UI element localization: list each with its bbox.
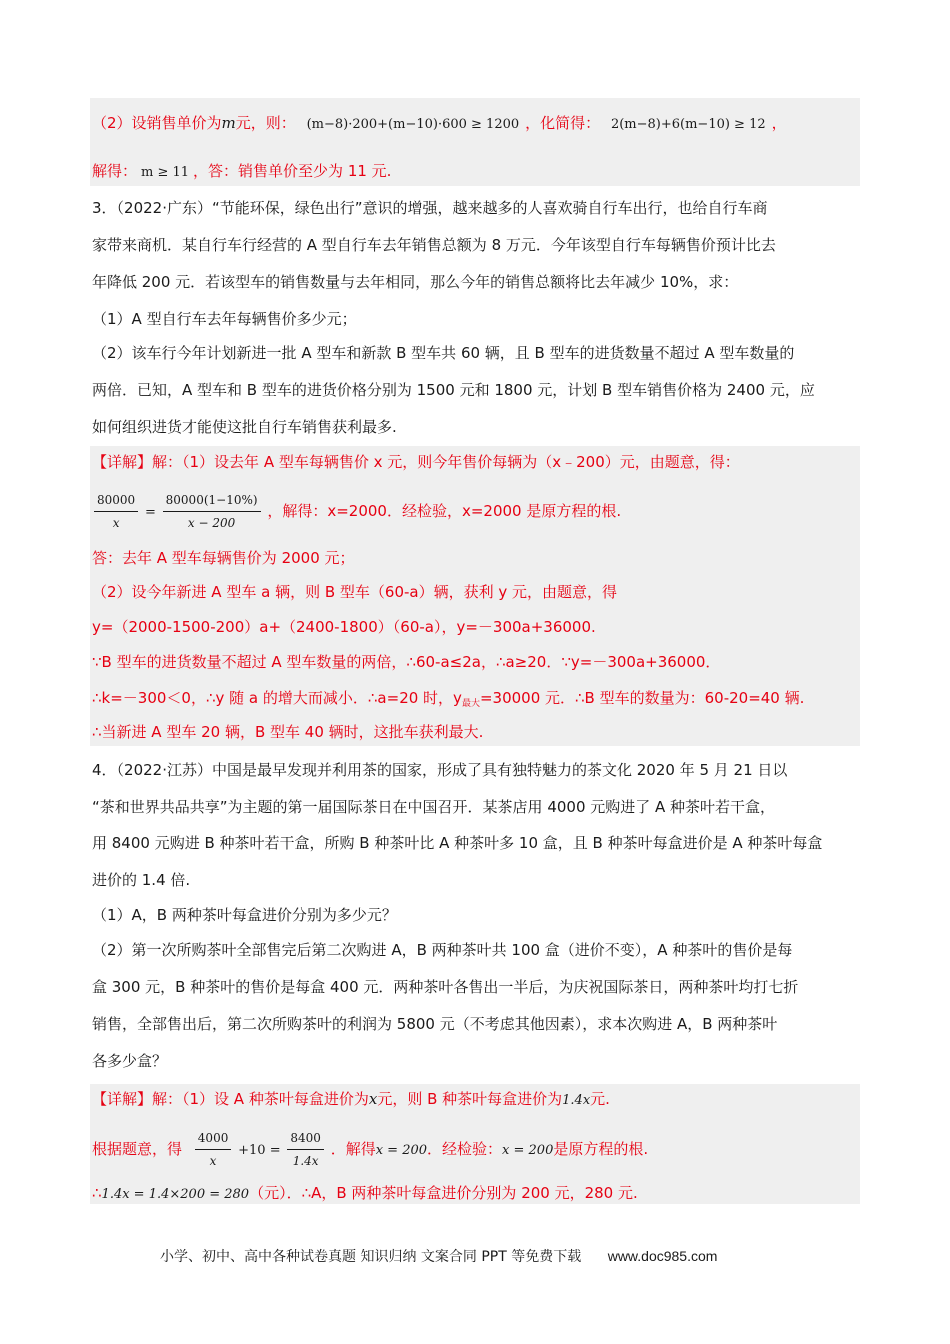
q3-line-3: 年降低 200 元．若该型车的销售数量与去年相同，那么今年的销售总额将比去年减少 10%，求： xyxy=(92,273,739,291)
q4-line-9: 各多少盒？ xyxy=(92,1052,168,1070)
a4-fraction-right: $\frac{8400}{1.4x}$ xyxy=(287,1128,324,1171)
a3-line-1: 【详解】解：（1）设去年 A 型车每辆售价 x 元，则今年售价每辆为（x﹣200）元，由题意，得： xyxy=(92,453,740,471)
q4-line-5: （1）A，B 两种茶叶每盒进价分别为多少元？ xyxy=(92,906,397,924)
q4-line-1: 4．（2022·江苏）中国是最早发现并利用茶的国家，形成了具有独特魅力的茶文化 2020 年 5 月 21 日以 xyxy=(92,761,788,779)
q4-line-3: 用 8400 元购进 B 种茶叶若干盒，所购 B 种茶叶比 A 种茶叶多 10 盒，且 B 种茶叶每盒进价是 A 种茶叶每盒 xyxy=(92,834,823,852)
a3-fraction-right: $\frac{80000(1-10\%)}{x - 200}$ xyxy=(163,490,261,533)
a3-line-2: $\frac{80000}{x}$ = $\frac{80000(1-10\%)}{x - 200}$ ，解得：x=2000．经检验，x=2000 是原方程的根. xyxy=(92,490,621,533)
footer-text: 小学、初中、高中各种试卷真题 知识归纳 文案合同 PPT 等免费下载 xyxy=(160,1249,582,1265)
q3-line-6: 两倍．已知，A 型车和 B 型车的进货价格分别为 1500 元和 1800 元，计划 B 型车销售价格为 2400 元，应 xyxy=(92,381,815,399)
a3-line-6: ∵B 型车的进货数量不超过 A 型车数量的两倍，∴60-a≤2a，∴a≥20．∵y=－300a+36000． xyxy=(92,653,721,671)
footer-url-link[interactable]: www.doc985.com xyxy=(607,1248,718,1264)
q3-line-2: 家带来商机．某自行车行经营的 A 型自行车去年销售总额为 8 万元．今年该型自行车每辆售价预计比去 xyxy=(92,236,776,254)
a3-line-5: y=（2000-1500-200）a+（2400-1800）（60-a），y=－300a+36000. xyxy=(92,618,596,636)
page-footer xyxy=(160,1246,717,1266)
q3-line-7: 如何组织进货才能使这批自行车销售获利最多. xyxy=(92,418,397,436)
a3-line-8: ∴当新进 A 型车 20 辆，B 型车 40 辆时，这批车获利最大. xyxy=(92,723,484,741)
q4-line-6: （2）第一次所购茶叶全部售完后第二次购进 A，B 两种茶叶共 100 盒（进价不变），A 种茶叶的售价是每 xyxy=(92,941,793,959)
q3-line-4: （1）A 型自行车去年每辆售价多少元； xyxy=(92,310,357,328)
q4-line-8: 销售，全部售出后，第二次所购茶叶的利润为 5800 元（不考虑其他因素），求本次购进 A，B 两种茶叶 xyxy=(92,1015,778,1033)
q3-line-5: （2）该车行今年计划新进一批 A 型车和新款 B 型车共 60 辆，且 B 型车的进货数量不超过 A 型车数量的 xyxy=(92,344,795,362)
a3-line-4: （2）设今年新进 A 型车 a 辆，则 B 型车（60-a）辆，获利 y 元，由题意，得 xyxy=(92,583,618,601)
a3-line-7: ∴k=－300＜0，∴y 随 a 的增大而减小．∴a=20 时，$y_{最大}=30000$ 元．∴B 型车的数量为：60-20=40 辆. xyxy=(92,689,805,709)
q4-line-4: 进价的 1.4 倍. xyxy=(92,871,191,889)
a4-line-1: 【详解】解：（1）设 A 种茶叶每盒进价为x元，则 B 种茶叶每盒进价为1.4x元. xyxy=(92,1090,610,1108)
a4-line-3: ∴1.4x = 1.4×200 = 280（元）．∴A，B 两种茶叶每盒进价分别为 200 元，280 元. xyxy=(92,1184,638,1202)
a4-line-2: 根据题意，得 $\frac{4000}{x}$ +10 = $\frac{8400}{1.4x}$ ．解得x = 200．经检验：x = 200是原方程的根. xyxy=(92,1128,648,1171)
a3-fraction-left: $\frac{80000}{x}$ xyxy=(94,490,138,533)
answer-top-line-1: （2）设销售单价为m元，则： (m−8)·200+(m−10)·600 ≥ 1200 ，化简得： 2(m−8)+6(m−10) ≥ 12 ， xyxy=(92,114,787,132)
q4-line-2: “茶和世界共品共享”为主题的第一届国际茶日在中国召开．某茶店用 4000 元购进了 A 种茶叶若干盒， xyxy=(92,798,776,816)
answer-top-line-2: 解得： m ≥ 11 ，答：销售单价至少为 11 元. xyxy=(92,162,392,180)
q3-line-1: 3．（2022·广东）“节能环保，绿色出行”意识的增强，越来越多的人喜欢骑自行车出行，也给自行车商 xyxy=(92,199,768,217)
q4-line-7: 盒 300 元，B 种茶叶的售价是每盒 400 元．两种茶叶各售出一半后，为庆祝国际茶日，两种茶叶均打七折 xyxy=(92,978,799,996)
a4-fraction-left: $\frac{4000}{x}$ xyxy=(195,1128,232,1171)
a3-line-3: 答：去年 A 型车每辆售价为 2000 元； xyxy=(92,549,355,567)
